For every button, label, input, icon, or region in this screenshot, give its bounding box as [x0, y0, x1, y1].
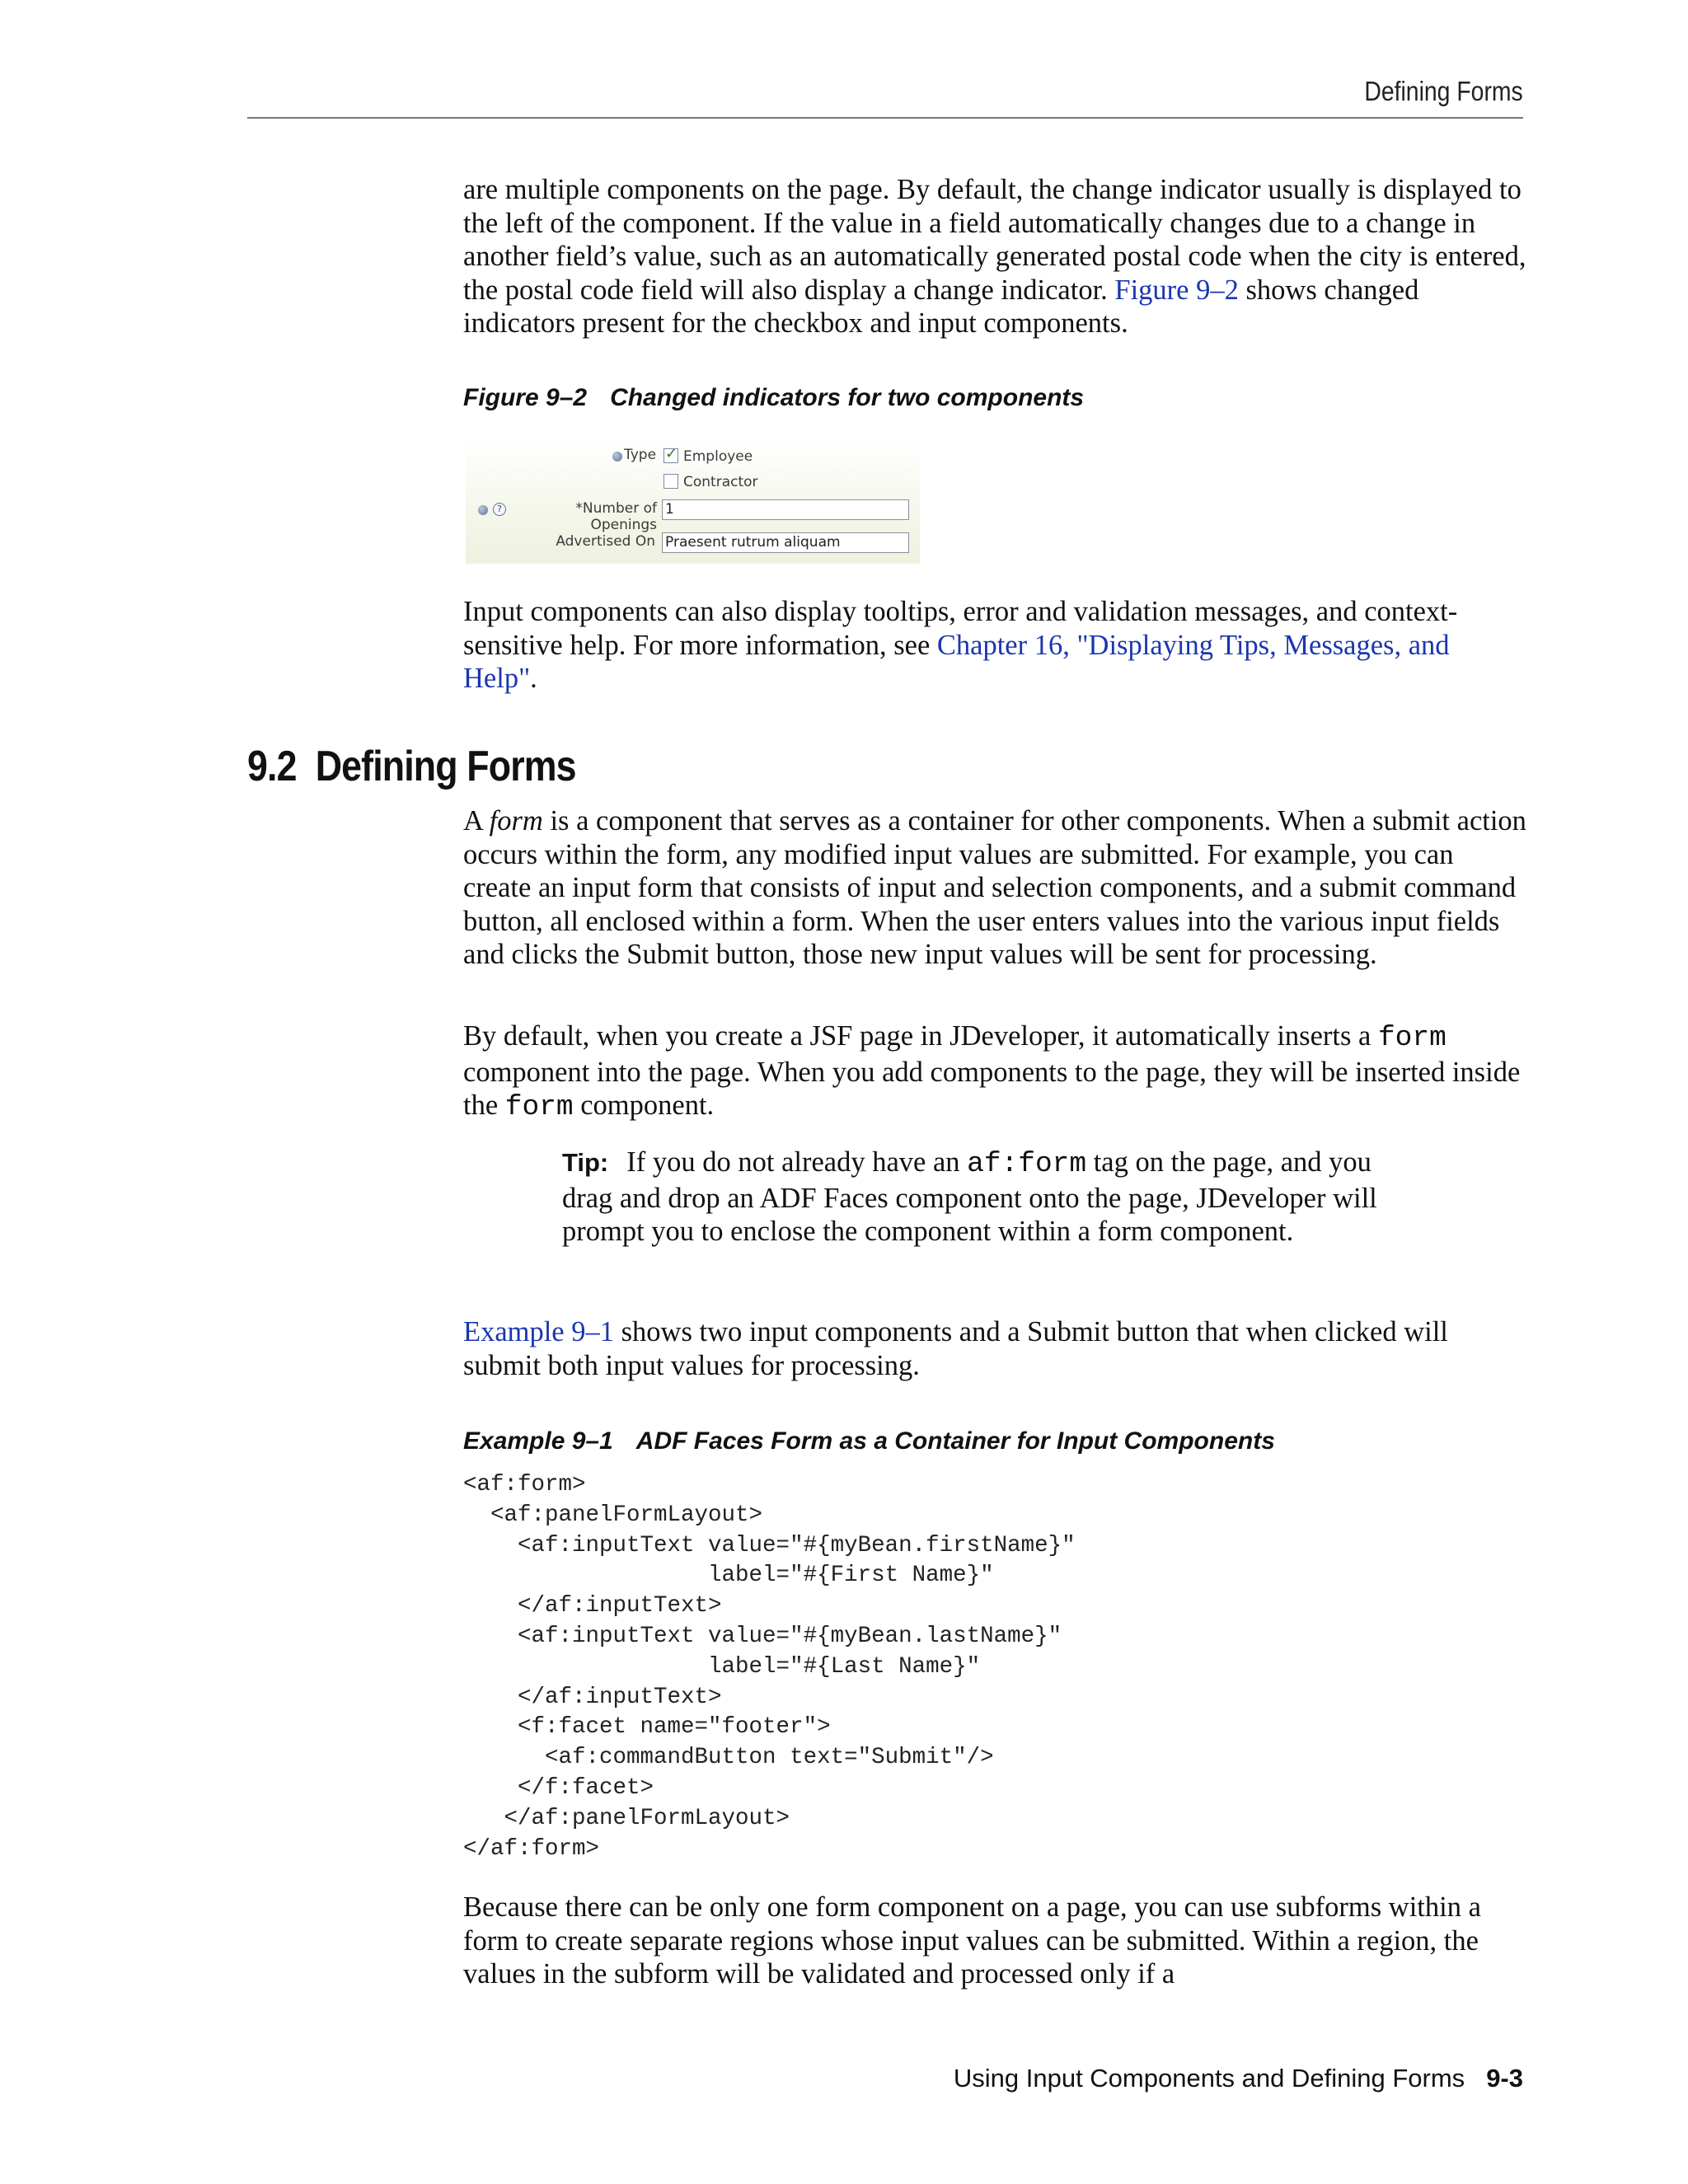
example-paragraph	[463, 1315, 1526, 1382]
figure-caption	[463, 384, 1084, 412]
default-paragraph	[463, 1019, 1526, 1125]
contractor-checkbox[interactable]	[663, 474, 678, 489]
code-line: <af:commandButton text="Submit"/>	[463, 1745, 994, 1771]
code-listing	[463, 1470, 1076, 1864]
running-head-title: Defining Forms	[1364, 76, 1523, 106]
code-line: <af:panelFormLayout>	[463, 1502, 763, 1528]
changed-indicator-icon	[478, 505, 488, 515]
section-heading	[247, 742, 576, 791]
default-part1: By default, when you create a JSF page in JDeveloper, it automatically inserts a	[463, 1020, 1378, 1052]
closing-paragraph: Because there can be only one form component on a page, you can use subforms within a form to create separate regions whose input values can be submitted. Within a region, the values in the subform will be validated and processed only if a	[463, 1891, 1481, 1990]
figure-9-2-link[interactable]: Figure 9–2	[1114, 274, 1239, 306]
code-line: </f:facet>	[463, 1774, 654, 1801]
code-line: </af:inputText>	[463, 1593, 722, 1619]
contractor-option-label: Contractor	[683, 474, 758, 490]
tip-paragraph	[562, 1146, 1411, 1249]
input-text: Input components can also display tooltips, error and validation messages, and context-sensitive help. For more information, see	[463, 596, 1458, 661]
chapter-16-link[interactable]: Chapter 16, "Displaying Tips, Messages, and Help"	[463, 629, 1450, 694]
code-line: <af:inputText value="#{myBean.firstName}"	[463, 1532, 1076, 1558]
form-code-2: form	[504, 1091, 574, 1123]
page-number: 9-3	[1486, 2064, 1523, 2093]
changed-indicator-icon	[612, 452, 622, 462]
employee-checkbox[interactable]	[663, 448, 678, 463]
default-part3: component.	[573, 1090, 715, 1121]
form-code-1: form	[1377, 1022, 1447, 1054]
input-paragraph	[463, 595, 1526, 696]
form-paragraph	[463, 804, 1526, 972]
tip-box	[562, 1146, 1411, 1249]
figure-caption-text: Changed indicators for two components	[610, 384, 1085, 411]
form-term: form	[489, 805, 543, 837]
intro-tail: shows changed indicators present for the checkbox and input components.	[463, 274, 1419, 339]
help-icon[interactable]: ?	[493, 503, 506, 516]
example-caption	[463, 1427, 1275, 1455]
code-line: <f:facet name="footer">	[463, 1714, 831, 1741]
form-lead: A	[463, 805, 490, 837]
running-head	[247, 71, 1523, 119]
example-paragraph-block	[463, 1315, 1526, 1382]
tip-code: af:form	[967, 1148, 1087, 1180]
advertised-label: Advertised On	[556, 533, 655, 550]
intro-text: are multiple components on the page. By default, the change indicator usually is displayed to the left of the component. If the value in a field automatically changes due to a change in another field’s value, such as an automatically generated postal code when the city is entered, the postal code field will also display a change indicator.	[463, 174, 1526, 306]
tip-part2: tag on the page, and you drag and drop an ADF Faces component onto the page, JDeveloper will prompt you to enclose the component within a form component.	[562, 1146, 1377, 1247]
code-line: label="#{First Name}"	[463, 1563, 994, 1589]
example-text: shows two input components and a Submit button that when clicked will submit both input values for processing.	[463, 1316, 1448, 1381]
section-number: 9.2	[247, 743, 297, 790]
page-footer	[954, 2064, 1523, 2093]
code-line: </af:inputText>	[463, 1684, 722, 1710]
code-line: </af:form>	[463, 1835, 600, 1862]
footer-title: Using Input Components and Defining Forms	[953, 2064, 1465, 2093]
code-line: label="#{Last Name}"	[463, 1653, 981, 1680]
tip-label: Tip:	[562, 1148, 609, 1177]
form-text: is a component that serves as a container for other components. When a submit action occurs within the form, any modified input values are submitted. For example, you can create an input form that consists of input and selection components, and a submit command button, all enclosed within a form. When the user enters values into the various input fields and clicks the Submit button, those new input values will be sent for processing.	[463, 805, 1526, 970]
closing-paragraph-block	[463, 1891, 1526, 1991]
tip-part1: If you do not already have an	[626, 1146, 968, 1178]
example-9-1-link[interactable]: Example 9–1	[463, 1316, 614, 1347]
employee-option-label: Employee	[683, 448, 753, 465]
input-tail: .	[530, 663, 537, 694]
code-line: <af:inputText value="#{myBean.lastName}"	[463, 1623, 1062, 1649]
openings-label: *Number of Openings	[575, 500, 657, 533]
openings-input[interactable]: 1	[662, 499, 909, 520]
form-paragraph-block	[463, 804, 1526, 972]
advertised-input[interactable]: Praesent rutrum aliquam	[662, 532, 909, 553]
input-paragraph-block	[463, 595, 1526, 696]
figure-form-screenshot	[466, 440, 920, 564]
intro-paragraph	[463, 173, 1526, 340]
default-paragraph-block	[463, 1019, 1526, 1125]
section-title: Defining Forms	[315, 743, 576, 790]
code-line: <af:form>	[463, 1472, 586, 1497]
default-part2: component into the page. When you add components to the page, they will be inserted inside the	[463, 1056, 1521, 1121]
intro-paragraph-block	[463, 173, 1526, 340]
example-caption-text: ADF Faces Form as a Container for Input Components	[635, 1427, 1275, 1455]
example-number: Example 9–1	[463, 1427, 613, 1455]
type-label: Type	[624, 447, 657, 463]
code-line: </af:panelFormLayout>	[463, 1805, 790, 1831]
figure-number: Figure 9–2	[463, 384, 588, 411]
